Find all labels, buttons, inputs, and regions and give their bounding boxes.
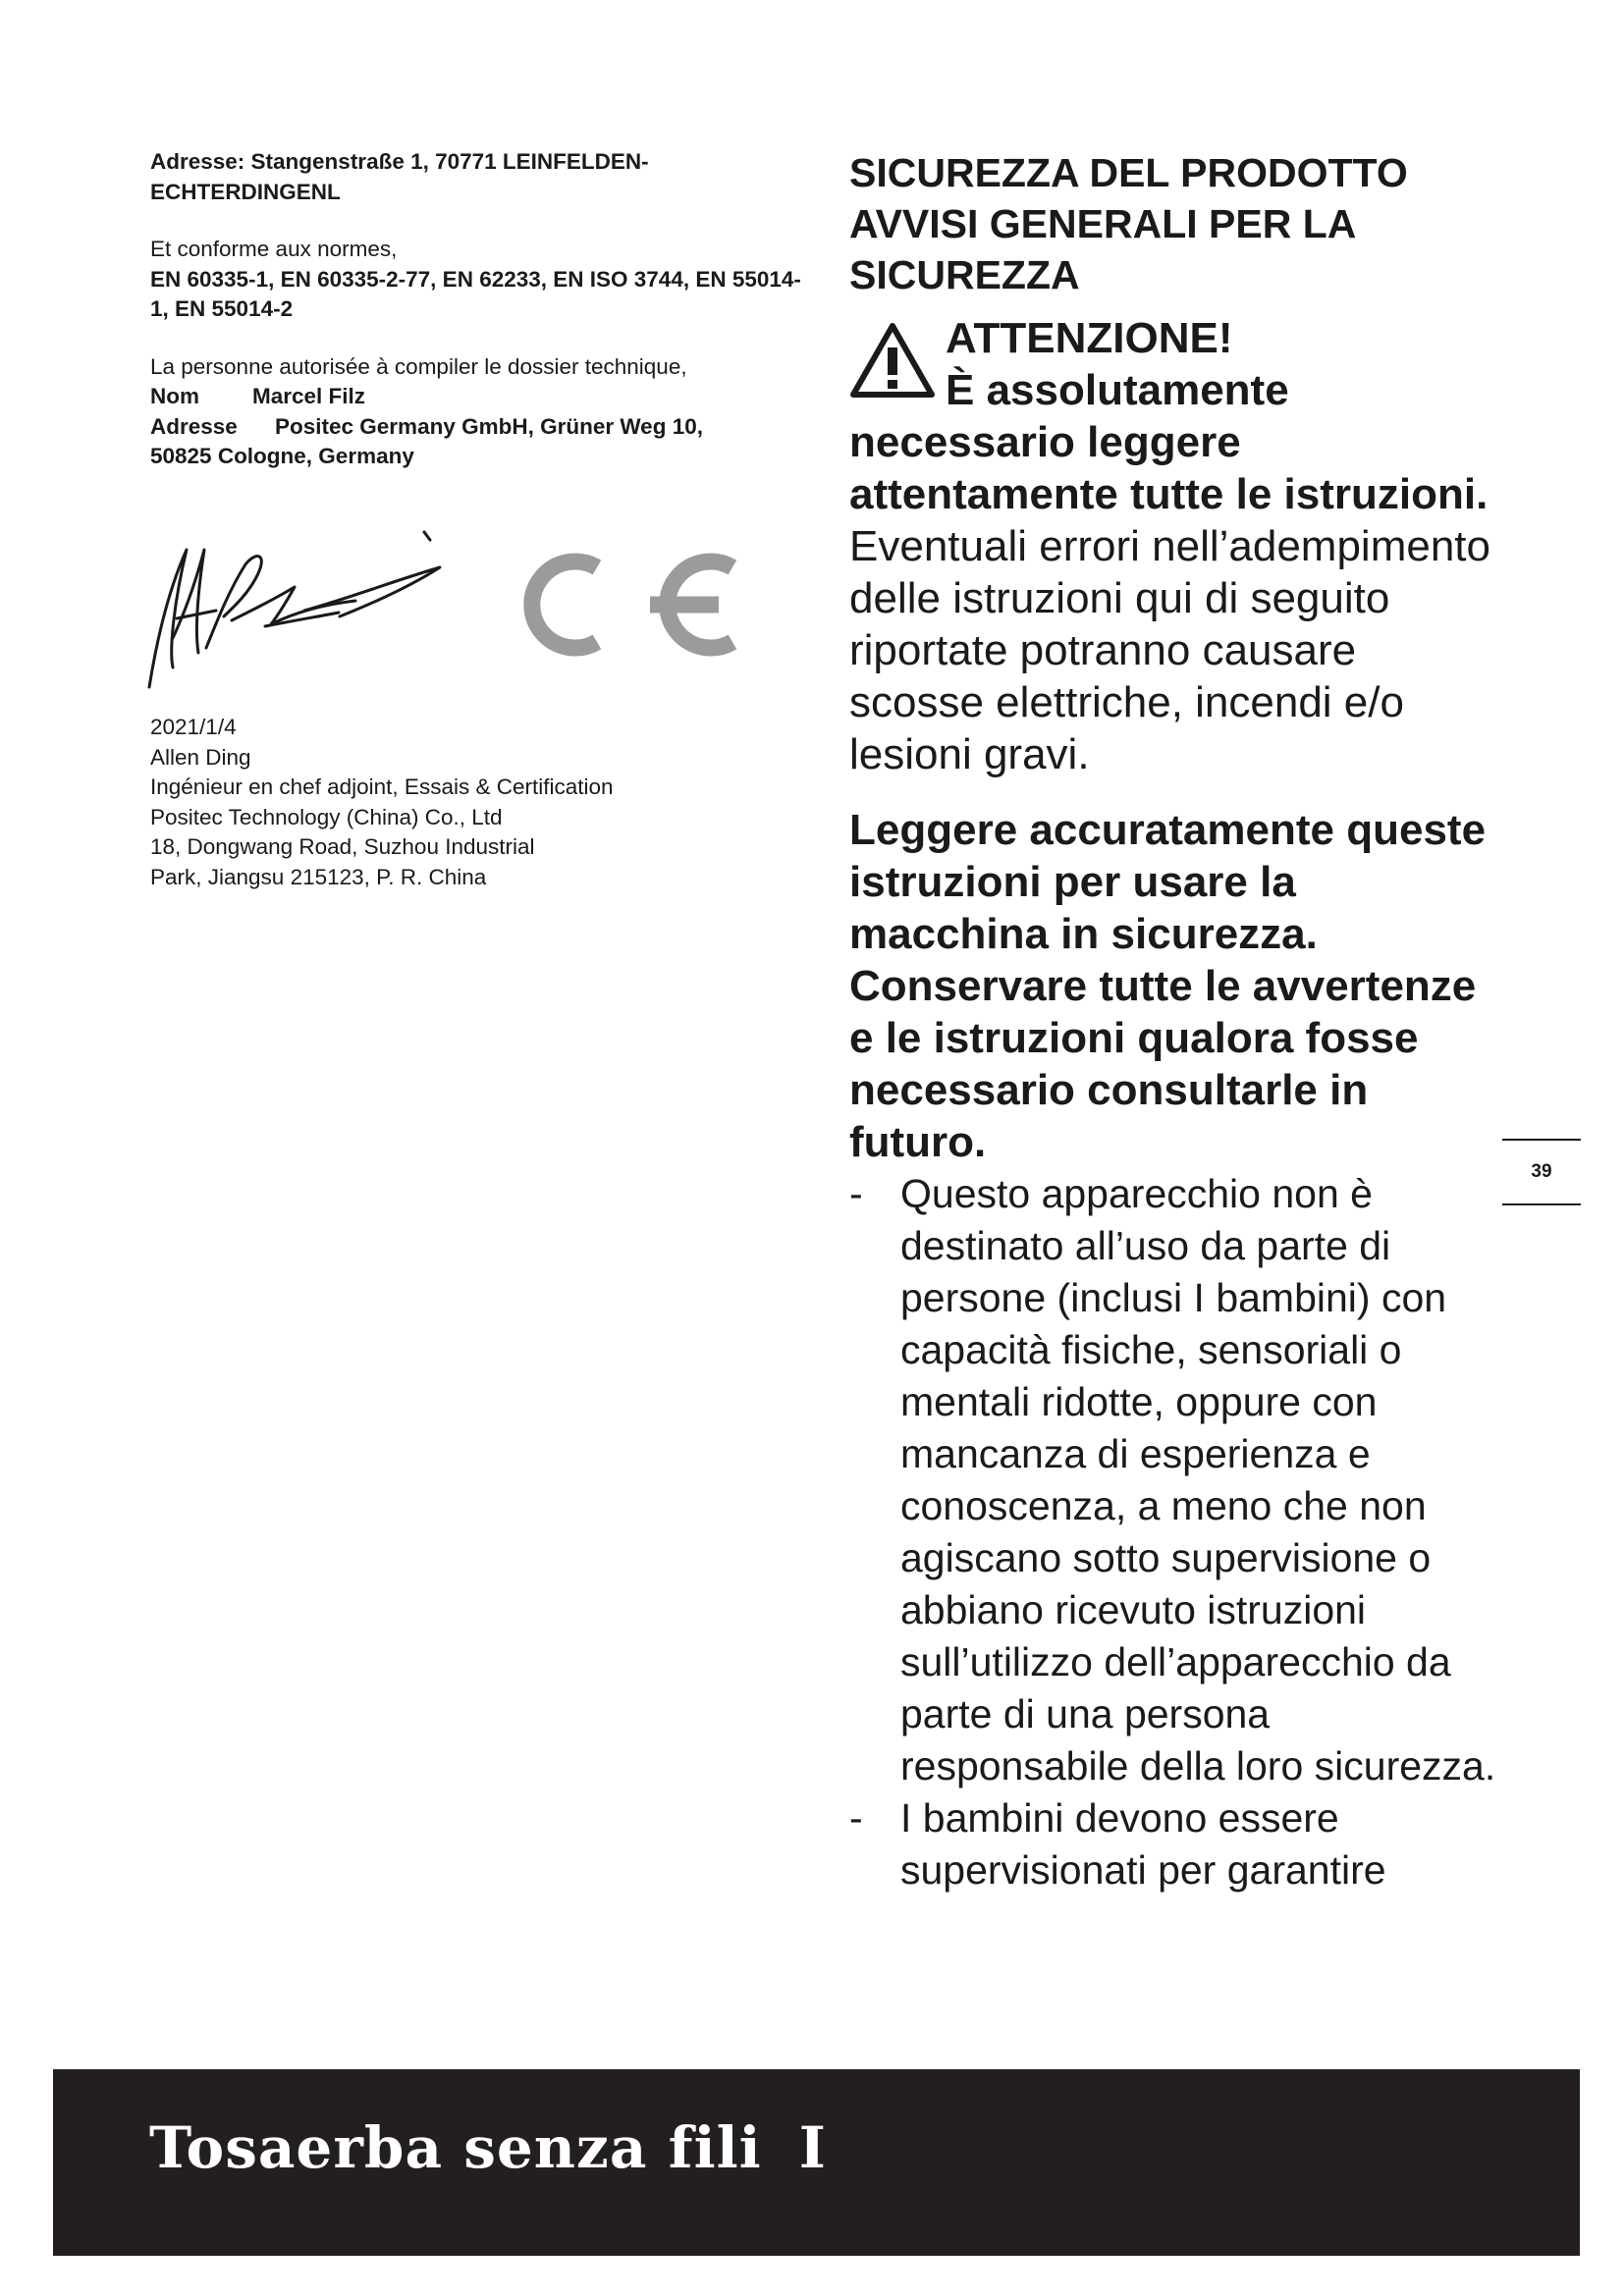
section-heading-line-3: SICUREZZA <box>849 252 1080 297</box>
signatory-park: Park, Jiangsu 215123, P. R. China <box>150 864 487 889</box>
footer-title <box>149 2114 827 2181</box>
read-instructions-paragraph: Leggere accuratamente queste istruzioni per usare la macchina in sicurezza. Conservare tutte le avvertenze e le istruzioni qualora fosse necessario consultarle in futuro. <box>849 806 1487 1166</box>
page-number-rule-bottom <box>1502 1203 1581 1205</box>
bullet-text-2: I bambini devono essere supervisionati per garantire <box>900 1795 1386 1893</box>
signatory-block <box>150 713 818 892</box>
address-value-2: 50825 Cologne, Germany <box>150 444 414 468</box>
footer-bar <box>53 2069 1580 2256</box>
section-heading-line-1: SICUREZZA DEL PRODOTTO <box>849 150 1408 195</box>
conformity-intro: Et conforme aux normes, <box>150 237 398 261</box>
signature-image <box>149 532 440 687</box>
name-value: Marcel Filz <box>252 384 366 408</box>
warning-triangle-icon <box>849 320 936 400</box>
warning-body-text: Eventuali errori nell’adempimento delle istruzioni qui di seguito riportate potranno causare scosse elettriche, incendi e/o lesioni gravi. <box>849 522 1490 778</box>
address-label: Adresse <box>150 413 238 439</box>
name-row <box>150 382 818 412</box>
bullet-dash: - <box>849 1795 863 1841</box>
address-row <box>150 412 818 443</box>
signatory-name: Allen Ding <box>150 744 251 770</box>
footer-title-text: Tosaerba senza fili <box>149 2114 762 2181</box>
manufacturer-address: Adresse: Stangenstraße 1, 70771 LEINFELDEN-ECHTERDINGENL <box>150 149 649 204</box>
signature-svg <box>147 510 756 697</box>
signature-and-ce-area <box>147 510 756 697</box>
norms-list: EN 60335-1, EN 60335-2-77, EN 62233, EN ISO 3744, EN 55014-1, EN 55014-2 <box>150 266 801 321</box>
list-item <box>849 1168 1497 1792</box>
signatory-street: 18, Dongwang Road, Suzhou Industrial <box>150 834 535 859</box>
safety-section <box>849 147 1497 1896</box>
bullet-text-1: Questo apparecchio non è destinato all’uso da parte di persone (inclusi I bambini) con capacità fisiche, sensoriali o mentali ridotte, oppure con mancanza di esperienza e conoscenza, a meno che non agiscano sotto supervisione o abbiano ricevuto istruzioni sull’utilizzo dell’apparecchio da parte di una persona responsabile della loro sicurezza. <box>900 1171 1496 1789</box>
address-value-1: Positec Germany GmbH, Grüner Weg 10, <box>275 413 703 439</box>
signatory-role: Ingénieur en chef adjoint, Essais & Certification <box>150 774 614 799</box>
section-heading-line-2: AVVISI GENERALI PER LA <box>849 201 1357 246</box>
authorized-person-intro: La personne autorisée à compiler le dossier technique, <box>150 353 687 379</box>
bullet-dash: - <box>849 1171 863 1216</box>
signature-date: 2021/1/4 <box>150 715 237 739</box>
signatory-company: Positec Technology (China) Co., Ltd <box>150 804 503 829</box>
footer-separator: I <box>798 2114 827 2181</box>
page-number: 39 <box>1531 1161 1552 1182</box>
safety-bullet-list <box>849 1168 1497 1896</box>
warning-block <box>849 312 1497 780</box>
ce-mark-icon <box>532 561 732 648</box>
warning-bold-text: È assolutamente necessario leggere attentamente tutte le istruzioni. <box>849 366 1489 518</box>
list-item <box>849 1792 1497 1896</box>
name-label: Nom <box>150 384 199 408</box>
declaration-block <box>150 147 818 472</box>
page-number-rule-top <box>1502 1139 1581 1141</box>
attention-label: ATTENZIONE! <box>946 314 1233 362</box>
